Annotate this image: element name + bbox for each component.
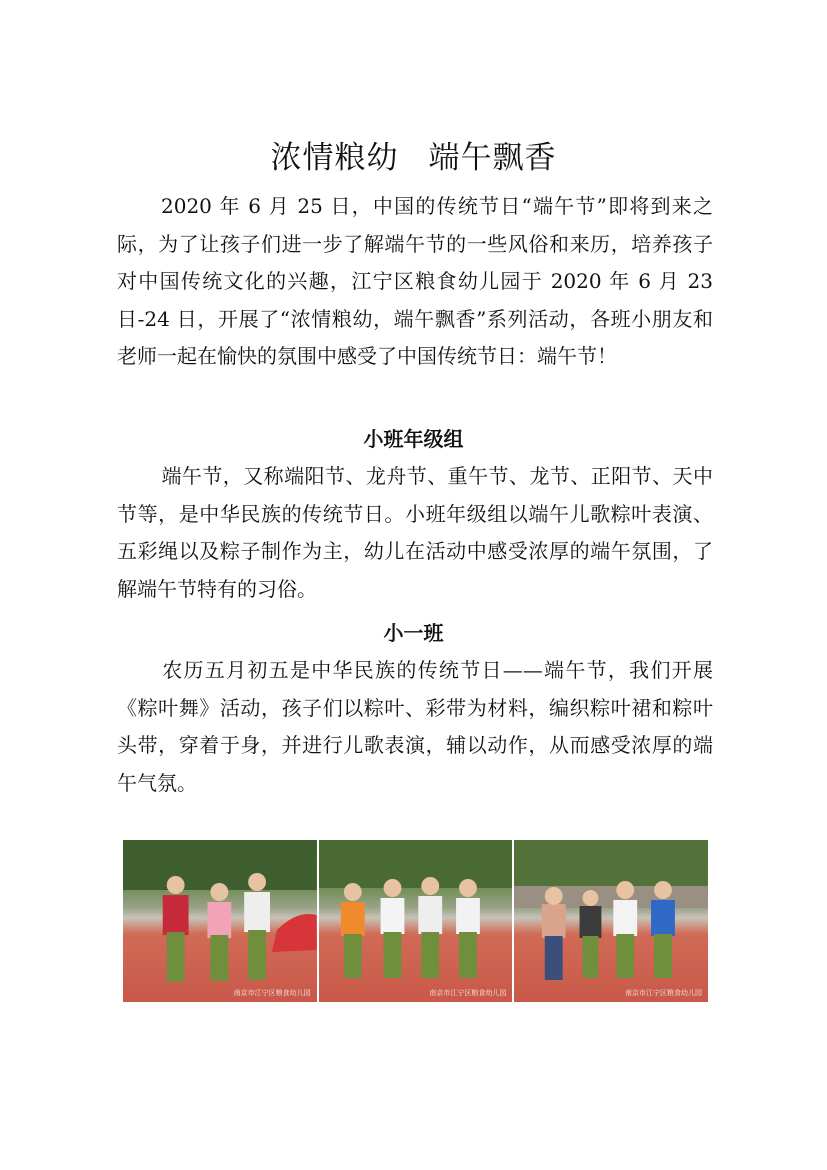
- section2-paragraph: [117, 652, 713, 802]
- title-part-1: 浓情粮幼: [270, 140, 399, 176]
- section1-paragraph: [117, 458, 713, 608]
- photo-watermark: 南京市江宁区粮食幼儿园: [625, 989, 703, 997]
- photo-3: [514, 840, 708, 1002]
- section-heading-small-class-group: 小班年级组: [363, 427, 464, 451]
- section1-text: 端午节，又称端阳节、龙舟节、重午节、龙节、正阳节、天中节等，是中华民族的传统节日。小班年级组以端午儿歌粽叶表演、五彩绳以及粽子制作为主，幼儿在活动中感受浓厚的端午氛围，了解端午节特有的习俗。: [117, 464, 713, 601]
- photo-strip: [123, 840, 708, 1002]
- intro-text: 2020 年 6 月 25 日，中国的传统节日“端午节”即将到来之际，为了让孩子们进一步了解端午节的一些风俗和来历，培养孩子对中国传统文化的兴趣，江宁区粮食幼儿园于 2020 年 6 月 23 日-24 日，开展了“浓情粮幼，端午飘香”系列活动，各班小朋友和老师一起在愉快的氛围中感受了中国传统节日：端午节！: [117, 194, 713, 369]
- photo-watermark: 南京市江宁区粮食幼儿园: [429, 989, 507, 997]
- section-heading-class-one: 小一班: [383, 621, 444, 645]
- section2-text: 农历五月初五是中华民族的传统节日——端午节，我们开展《粽叶舞》活动，孩子们以粽叶、彩带为材料，编织粽叶裙和粽叶头带，穿着于身，并进行儿歌表演，辅以动作，从而感受浓厚的端午气氛。: [117, 658, 713, 795]
- photo-watermark: 南京市江宁区粮食幼儿园: [233, 989, 311, 997]
- intro-paragraph: [117, 188, 713, 376]
- page-title: [0, 132, 827, 177]
- title-part-2: 端午飘香: [428, 140, 557, 176]
- photo-1: [123, 840, 317, 1002]
- photo-2: [319, 840, 513, 1002]
